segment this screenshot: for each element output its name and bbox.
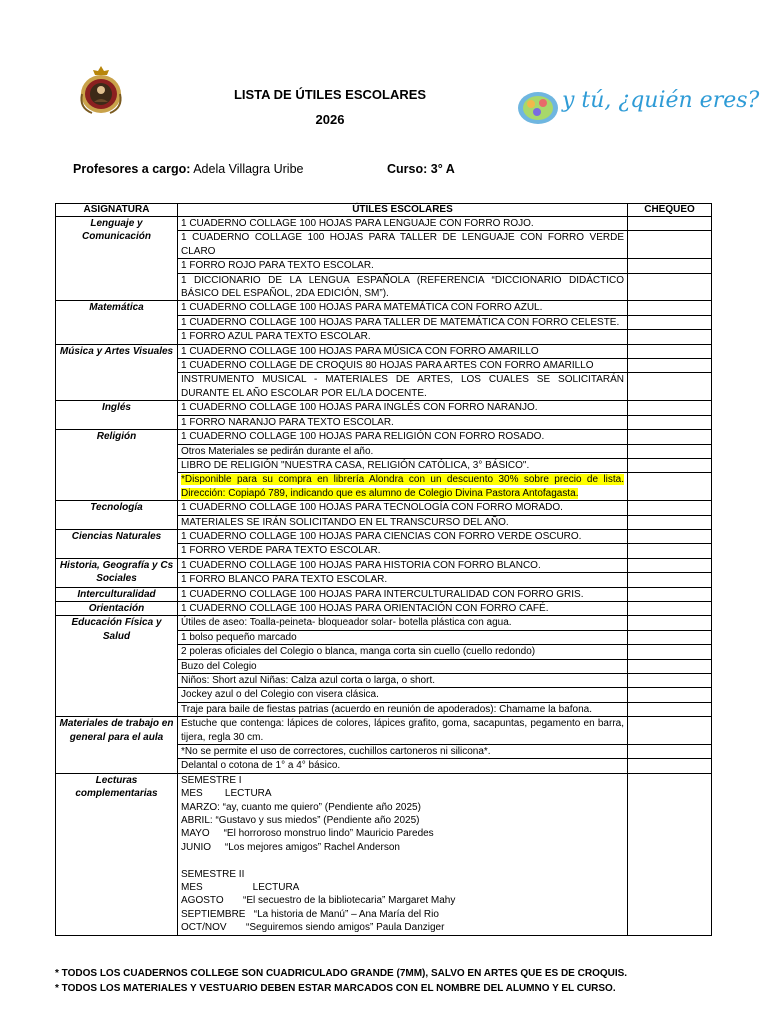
supply-item-text: 1 CUADERNO COLLAGE 100 HOJAS PARA HISTORIA CON FORRO BLANCO. [181, 559, 541, 571]
check-cell[interactable] [628, 217, 712, 231]
check-cell[interactable] [628, 444, 712, 458]
supply-item [178, 745, 628, 759]
supply-item-text: Otros Materiales se pedirán durante el año. [181, 445, 374, 457]
subject-name: Música y Artes Visuales [56, 344, 178, 401]
supply-item-text: 1 DICCIONARIO DE LA LENGUA ESPAÑOLA (REFERENCIA “DICCIONARIO DIDÁCTICO BÁSICO DEL ESPAÑOL, 2DA EDICIÓN, SM”). [181, 274, 624, 300]
supply-item-text: 1 CUADERNO COLLAGE 100 HOJAS PARA TECNOLOGÍA CON FORRO MORADO. [181, 502, 563, 514]
supply-item [178, 688, 628, 702]
slogan-logo [516, 88, 760, 128]
supply-item-text: LIBRO DE RELIGIÓN "NUESTRA CASA, RELIGIÓN CATÓLICA, 3° BÁSICO". [181, 459, 530, 471]
subject-name: Religión [56, 430, 178, 501]
supply-item [178, 717, 628, 745]
subject-name: Interculturalidad [56, 587, 178, 601]
table-row [56, 616, 712, 630]
document-title: LISTA DE ÚTILES ESCOLARES [233, 87, 427, 102]
check-cell[interactable] [628, 515, 712, 529]
supply-item-text: 1 CUADERNO COLLAGE 100 HOJAS PARA TALLER DE LENGUAJE CON FORRO VERDE CLARO [181, 232, 624, 257]
supply-item [178, 529, 628, 543]
supply-item [178, 544, 628, 558]
supply-item [178, 501, 628, 515]
subject-name: Ciencias Naturales [56, 529, 178, 558]
reading-line: SEPTIEMBRE “La historia de Manú” – Ana María del Rio [181, 908, 439, 920]
check-cell[interactable] [628, 745, 712, 759]
reading-line: SEMESTRE I [181, 774, 242, 786]
check-cell[interactable] [628, 373, 712, 401]
reading-line: JUNIO “Los mejores amigos” Rachel Anderson [181, 841, 400, 853]
header-check: CHEQUEO [628, 204, 712, 217]
reading-line: AGOSTO “El secuestro de la bibliotecaria” Margaret Mahy [181, 895, 456, 907]
supply-item-text: 1 CUADERNO COLLAGE 100 HOJAS PARA LENGUAJE CON FORRO ROJO. [181, 218, 534, 229]
supply-item-text: 1 CUADERNO COLLAGE 100 HOJAS PARA MATEMÁTICA CON FORRO AZUL. [181, 302, 543, 314]
check-cell[interactable] [628, 315, 712, 329]
supply-item [178, 702, 628, 716]
check-cell[interactable] [628, 415, 712, 429]
check-cell[interactable] [628, 759, 712, 773]
supply-item [178, 217, 628, 231]
supplies-table [55, 203, 712, 936]
reading-list [178, 773, 628, 935]
subject-name: Lecturas complementarias [56, 773, 178, 935]
supply-item-text: 1 CUADERNO COLLAGE 100 HOJAS PARA TALLER DE MATEMÁTICA CON FORRO CELESTE. [181, 316, 620, 328]
table-header-row [56, 204, 712, 217]
globe-children-icon [516, 90, 560, 126]
reading-line: OCT/NOV “Seguiremos siendo amigos” Paula Danziger [181, 922, 445, 934]
supply-item [178, 616, 628, 630]
table-row [56, 217, 712, 231]
supply-item-text: *Disponible para su compra en librería Alondra con un descuento 30% sobre precio de lista. Dirección: Copiapó 789, indicando que es alumno de Colegio Divina Pastora Antofagasta. [181, 474, 624, 499]
check-cell[interactable] [628, 601, 712, 615]
check-cell[interactable] [628, 544, 712, 558]
check-cell[interactable] [628, 529, 712, 543]
supply-item [178, 473, 628, 501]
supply-item-text: 1 CUADERNO COLLAGE 100 HOJAS PARA MÚSICA CON FORRO AMARILLO [181, 345, 539, 357]
supply-item-text: Útiles de aseo: Toalla-peineta- bloqueador solar- botella plástica con agua. [181, 617, 512, 629]
supply-item [178, 330, 628, 344]
teacher-name: Adela Villagra Uribe [193, 162, 304, 176]
table-row [56, 773, 712, 935]
table-row [56, 717, 712, 745]
header-subject: ASIGNATURA [56, 204, 178, 217]
supply-item-text: 1 bolso pequeño marcado [181, 631, 297, 643]
supply-item-text: 1 CUADERNO COLLAGE 100 HOJAS PARA RELIGIÓN CON FORRO ROSADO. [181, 431, 545, 443]
supply-item [178, 759, 628, 773]
subject-name: Materiales de trabajo en general para el aula [56, 717, 178, 774]
supply-item [178, 231, 628, 259]
check-cell[interactable] [628, 344, 712, 358]
table-row [56, 558, 712, 572]
supply-item [178, 359, 628, 373]
subject-name: Lenguaje y Comunicación [56, 217, 178, 301]
footer-note-1: * TODOS LOS CUADERNOS COLLEGE SON CUADRICULADO GRANDE (7MM), SALVO EN ARTES QUE ES DE CROQUIS. [55, 968, 628, 979]
supply-item [178, 373, 628, 401]
check-cell[interactable] [628, 458, 712, 472]
teacher-line [73, 162, 303, 176]
supply-item [178, 601, 628, 615]
supply-item-text: *No se permite el uso de correctores, cuchillos cartoneros ni silicona*. [181, 746, 491, 758]
reading-line: MES LECTURA [181, 882, 300, 894]
subject-name: Matemática [56, 301, 178, 344]
supply-item-text: 1 CUADERNO COLLAGE 100 HOJAS PARA ORIENTACIÓN CON FORRO CAFÉ. [181, 602, 549, 614]
table-row [56, 401, 712, 415]
supply-item-text: 1 FORRO AZUL PARA TEXTO ESCOLAR. [181, 331, 371, 343]
supply-item [178, 259, 628, 273]
supply-item [178, 444, 628, 458]
subject-name: Inglés [56, 401, 178, 430]
reading-line: MARZO: “ay, cuanto me quiero” (Pendiente año 2025) [181, 801, 421, 813]
table-row [56, 430, 712, 444]
table-row [56, 601, 712, 615]
slogan-text: y tú, ¿quién eres? [562, 88, 760, 113]
course-label: Curso: 3° A [387, 162, 455, 176]
check-cell[interactable] [628, 702, 712, 716]
check-cell[interactable] [628, 430, 712, 444]
teacher-label: Profesores a cargo: [73, 162, 191, 176]
reading-line: SEMESTRE II [181, 868, 245, 880]
supply-item [178, 630, 628, 644]
table-row [56, 344, 712, 358]
footer-note-2: * TODOS LOS MATERIALES Y VESTUARIO DEBEN ESTAR MARCADOS CON EL NOMBRE DEL ALUMNO Y EL CURSO. [55, 983, 616, 994]
reading-line: MES LECTURA [181, 788, 272, 800]
supply-item [178, 587, 628, 601]
check-cell[interactable] [628, 645, 712, 659]
supply-item [178, 573, 628, 587]
check-cell[interactable] [628, 359, 712, 373]
supply-item [178, 315, 628, 329]
check-cell[interactable] [628, 616, 712, 630]
supply-item-text: Niños: Short azul Niñas: Calza azul corta o larga, o short. [181, 675, 436, 686]
check-cell[interactable] [628, 659, 712, 673]
check-cell[interactable] [628, 231, 712, 259]
check-cell[interactable] [628, 473, 712, 501]
table-row [56, 501, 712, 515]
supply-item-text: 1 FORRO NARANJO PARA TEXTO ESCOLAR. [181, 416, 394, 428]
check-cell[interactable] [628, 717, 712, 745]
supply-item-text: 1 FORRO VERDE PARA TEXTO ESCOLAR. [181, 545, 381, 557]
supply-item-text: 1 FORRO ROJO PARA TEXTO ESCOLAR. [181, 260, 374, 272]
subject-name: Educación Física y Salud [56, 616, 178, 717]
supply-item [178, 674, 628, 688]
supply-item [178, 659, 628, 673]
subject-name: Tecnología [56, 501, 178, 530]
supply-item-text: 1 CUADERNO COLLAGE DE CROQUIS 80 HOJAS PARA ARTES CON FORRO AMARILLO [181, 360, 594, 372]
supply-item-text: Jockey azul o del Colegio con visera clásica. [181, 689, 379, 701]
check-cell[interactable] [628, 773, 712, 935]
subject-name: Orientación [56, 601, 178, 615]
supply-item [178, 558, 628, 572]
supply-item [178, 645, 628, 659]
check-cell[interactable] [628, 301, 712, 315]
supply-item-text: 1 CUADERNO COLLAGE 100 HOJAS PARA INGLÉS CON FORRO NARANJO. [181, 402, 538, 414]
supply-item-text: 1 FORRO BLANCO PARA TEXTO ESCOLAR. [181, 574, 388, 586]
supply-item-text: 2 poleras oficiales del Colegio o blanca, manga corta sin cuello (cuello redondo) [181, 646, 536, 658]
supply-item-text: 1 CUADERNO COLLAGE 100 HOJAS PARA CIENCIAS CON FORRO VERDE OSCURO. [181, 530, 582, 542]
reading-line: ABRIL: “Gustavo y sus miedos” (Pendiente año 2025) [181, 815, 420, 827]
document-year: 2026 [315, 112, 345, 127]
supply-item [178, 458, 628, 472]
supply-item-text: Delantal o cotona de 1° a 4° básico. [181, 760, 341, 772]
reading-line: MAYO “El horroroso monstruo lindo” Mauricio Paredes [181, 828, 434, 840]
supply-item-text: Traje para baile de fiestas patrias (acuerdo en reunión de apoderados): Chamame la bafona. [181, 703, 592, 715]
supply-item [178, 401, 628, 415]
table-row [56, 529, 712, 543]
supply-item [178, 301, 628, 315]
check-cell[interactable] [628, 401, 712, 415]
table-row [56, 301, 712, 315]
check-cell[interactable] [628, 259, 712, 273]
subject-name: Historia, Geografía y Cs Sociales [56, 558, 178, 587]
check-cell[interactable] [628, 688, 712, 702]
supply-item [178, 430, 628, 444]
reading-line [181, 854, 624, 867]
check-cell[interactable] [628, 558, 712, 572]
check-cell[interactable] [628, 587, 712, 601]
table-body [56, 217, 712, 936]
supply-item [178, 344, 628, 358]
supply-item-text: MATERIALES SE IRÁN SOLICITANDO EN EL TRANSCURSO DEL AÑO. [181, 516, 509, 528]
supply-item [178, 273, 628, 301]
check-cell[interactable] [628, 501, 712, 515]
check-cell[interactable] [628, 573, 712, 587]
supply-item [178, 515, 628, 529]
supply-item-text: 1 CUADERNO COLLAGE 100 HOJAS PARA INTERCULTURALIDAD CON FORRO GRIS. [181, 588, 584, 600]
header-supplies: ÚTILES ESCOLARES [178, 204, 628, 217]
check-cell[interactable] [628, 330, 712, 344]
supply-item [178, 415, 628, 429]
supply-item-text: INSTRUMENTO MUSICAL - MATERIALES DE ARTES, LOS CUALES SE SOLICITARÁN DURANTE EL AÑO ESCOLAR POR EL/LA DOCENTE. [181, 374, 624, 399]
check-cell[interactable] [628, 630, 712, 644]
supply-item-text: Buzo del Colegio [181, 660, 257, 672]
check-cell[interactable] [628, 674, 712, 688]
supply-item-text: Estuche que contenga: lápices de colores, lápices grafito, goma, sacapuntas, pegamento en barra, tijera, regla 30 cm. [181, 718, 624, 743]
check-cell[interactable] [628, 273, 712, 301]
table-row [56, 587, 712, 601]
